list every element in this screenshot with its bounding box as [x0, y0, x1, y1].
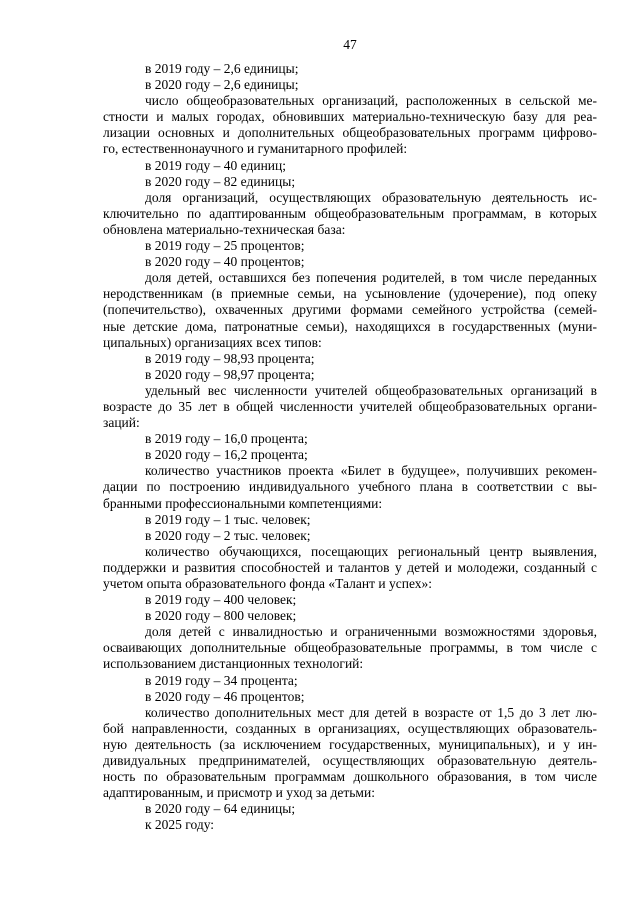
paragraph	[103, 544, 597, 592]
text-line: адаптированным, и присмотр и уход за детьми:	[103, 785, 375, 801]
text-line: заций:	[103, 415, 140, 431]
text-line: количество обучающихся, посещающих региональный центр выявления,	[145, 543, 597, 559]
paragraph	[103, 528, 597, 544]
paragraph	[103, 592, 597, 608]
text-line: количество дополнительных мест для детей в возрасте от 1,5 до 3 лет лю-	[145, 704, 597, 720]
text-line: в 2020 году – 16,2 процента;	[145, 447, 308, 463]
text-line: ную деятельность (за исключением государственных, муниципальных), и у ин-	[103, 736, 597, 752]
text-line: число общеобразовательных организаций, расположенных в сельской ме-	[145, 93, 597, 109]
paragraph	[103, 77, 597, 93]
paragraph	[103, 367, 597, 383]
text-line: количество участников проекта «Билет в будущее», получивших рекомен-	[145, 463, 597, 479]
text-line: доля детей с инвалидностью и ограниченными возможностями здоровья,	[145, 624, 597, 640]
text-line: бранными профессиональными компетенциями:	[103, 495, 383, 511]
text-line: доля детей, оставшихся без попечения родителей, в том числе переданных	[145, 270, 597, 286]
text-line: в 2019 году – 25 процентов;	[145, 238, 305, 254]
paragraph	[103, 463, 597, 511]
text-line: бой направленности, созданных в организациях, осуществляющих образователь-	[103, 720, 597, 736]
text-line: использованием дистанционных технологий:	[103, 656, 364, 672]
paragraph	[103, 158, 597, 174]
text-line: в 2019 году – 400 человек;	[145, 592, 297, 608]
paragraph	[103, 383, 597, 431]
paragraph	[103, 801, 597, 817]
text-line: в 2019 году – 2,6 единицы;	[145, 61, 299, 76]
paragraph	[103, 351, 597, 367]
paragraph	[103, 61, 597, 77]
text-line: в 2020 году – 98,97 процента;	[145, 366, 315, 382]
text-line: (попечительство), охваченных другими формами семейного устройства (семей-	[103, 302, 597, 318]
text-line: в 2020 году – 2 тыс. человек;	[145, 527, 311, 543]
text-line: в 2020 году – 40 процентов;	[145, 254, 305, 270]
text-line: лизации основных и дополнительных общеобразовательных программ цифрово-	[103, 125, 597, 141]
paragraph	[103, 608, 597, 624]
text-line: удельный вес численности учителей общеобразовательных организаций в	[145, 382, 597, 398]
paragraph	[103, 705, 597, 802]
paragraph	[103, 447, 597, 463]
page-number: 47	[343, 37, 357, 52]
document-body	[103, 61, 597, 834]
paragraph	[103, 673, 597, 689]
paragraph	[103, 93, 597, 157]
paragraph	[103, 174, 597, 190]
text-line: в 2019 году – 16,0 процента;	[145, 431, 308, 447]
text-line: учетом опыта образовательного фонда «Талант и успех»:	[103, 576, 433, 591]
text-line: к 2025 году:	[145, 817, 215, 833]
text-line: в 2019 году – 98,93 процента;	[145, 350, 315, 366]
text-line: в 2019 году – 1 тыс. человек;	[145, 511, 311, 527]
text-line: ципальных) организациях всех типов:	[103, 334, 322, 350]
text-line: ключительно по адаптированным общеобразовательным программам, в которых	[103, 205, 597, 221]
paragraph	[103, 270, 597, 350]
paragraph	[103, 817, 597, 833]
text-line: в 2020 году – 82 единицы;	[145, 173, 296, 189]
paragraph	[103, 624, 597, 672]
paragraph	[103, 431, 597, 447]
paragraph	[103, 238, 597, 254]
text-line: поддержки и развития способностей и талантов у детей и молодежи, созданный с	[103, 559, 597, 575]
text-line: го, естественнонаучного и гуманитарного профилей:	[103, 141, 408, 157]
text-line: ные детские дома, патронатные семьи), находящихся в государственных (муни-	[103, 318, 597, 334]
text-line: в 2019 году – 34 процента;	[145, 672, 298, 688]
text-line: неродственникам (в приемные семьи, на усыновление (удочерение), под опеку	[103, 286, 597, 302]
text-line: в 2020 году – 64 единицы;	[145, 801, 296, 817]
text-line: ность по образовательным программам дошкольного образования, в том числе	[103, 769, 597, 785]
paragraph	[103, 689, 597, 705]
text-line: доля организаций, осуществляющих образовательную деятельность ис-	[145, 189, 597, 205]
paragraph	[103, 512, 597, 528]
text-line: в 2020 году – 46 процентов;	[145, 688, 305, 704]
text-line: в 2020 году – 800 человек;	[145, 608, 297, 624]
text-line: возрасте до 35 лет в общей численности учителей общеобразовательных органи-	[103, 398, 597, 414]
paragraph	[103, 254, 597, 270]
text-line: дации по построению индивидуального учебного плана в соответствии с вы-	[103, 479, 597, 495]
text-line: в 2019 году – 40 единиц;	[145, 157, 287, 173]
text-line: дивидуальных предпринимателей, осуществляющих образовательную деятель-	[103, 753, 597, 769]
text-line: обновлена материально-техническая база:	[103, 221, 346, 237]
paragraph	[103, 190, 597, 238]
text-line: стности и малых городах, обновивших материально-техническую базу для реа-	[103, 109, 597, 125]
text-line: в 2020 году – 2,6 единицы;	[145, 77, 299, 93]
text-line: осваивающих дополнительные общеобразовательные программы, в том числе с	[103, 640, 597, 656]
